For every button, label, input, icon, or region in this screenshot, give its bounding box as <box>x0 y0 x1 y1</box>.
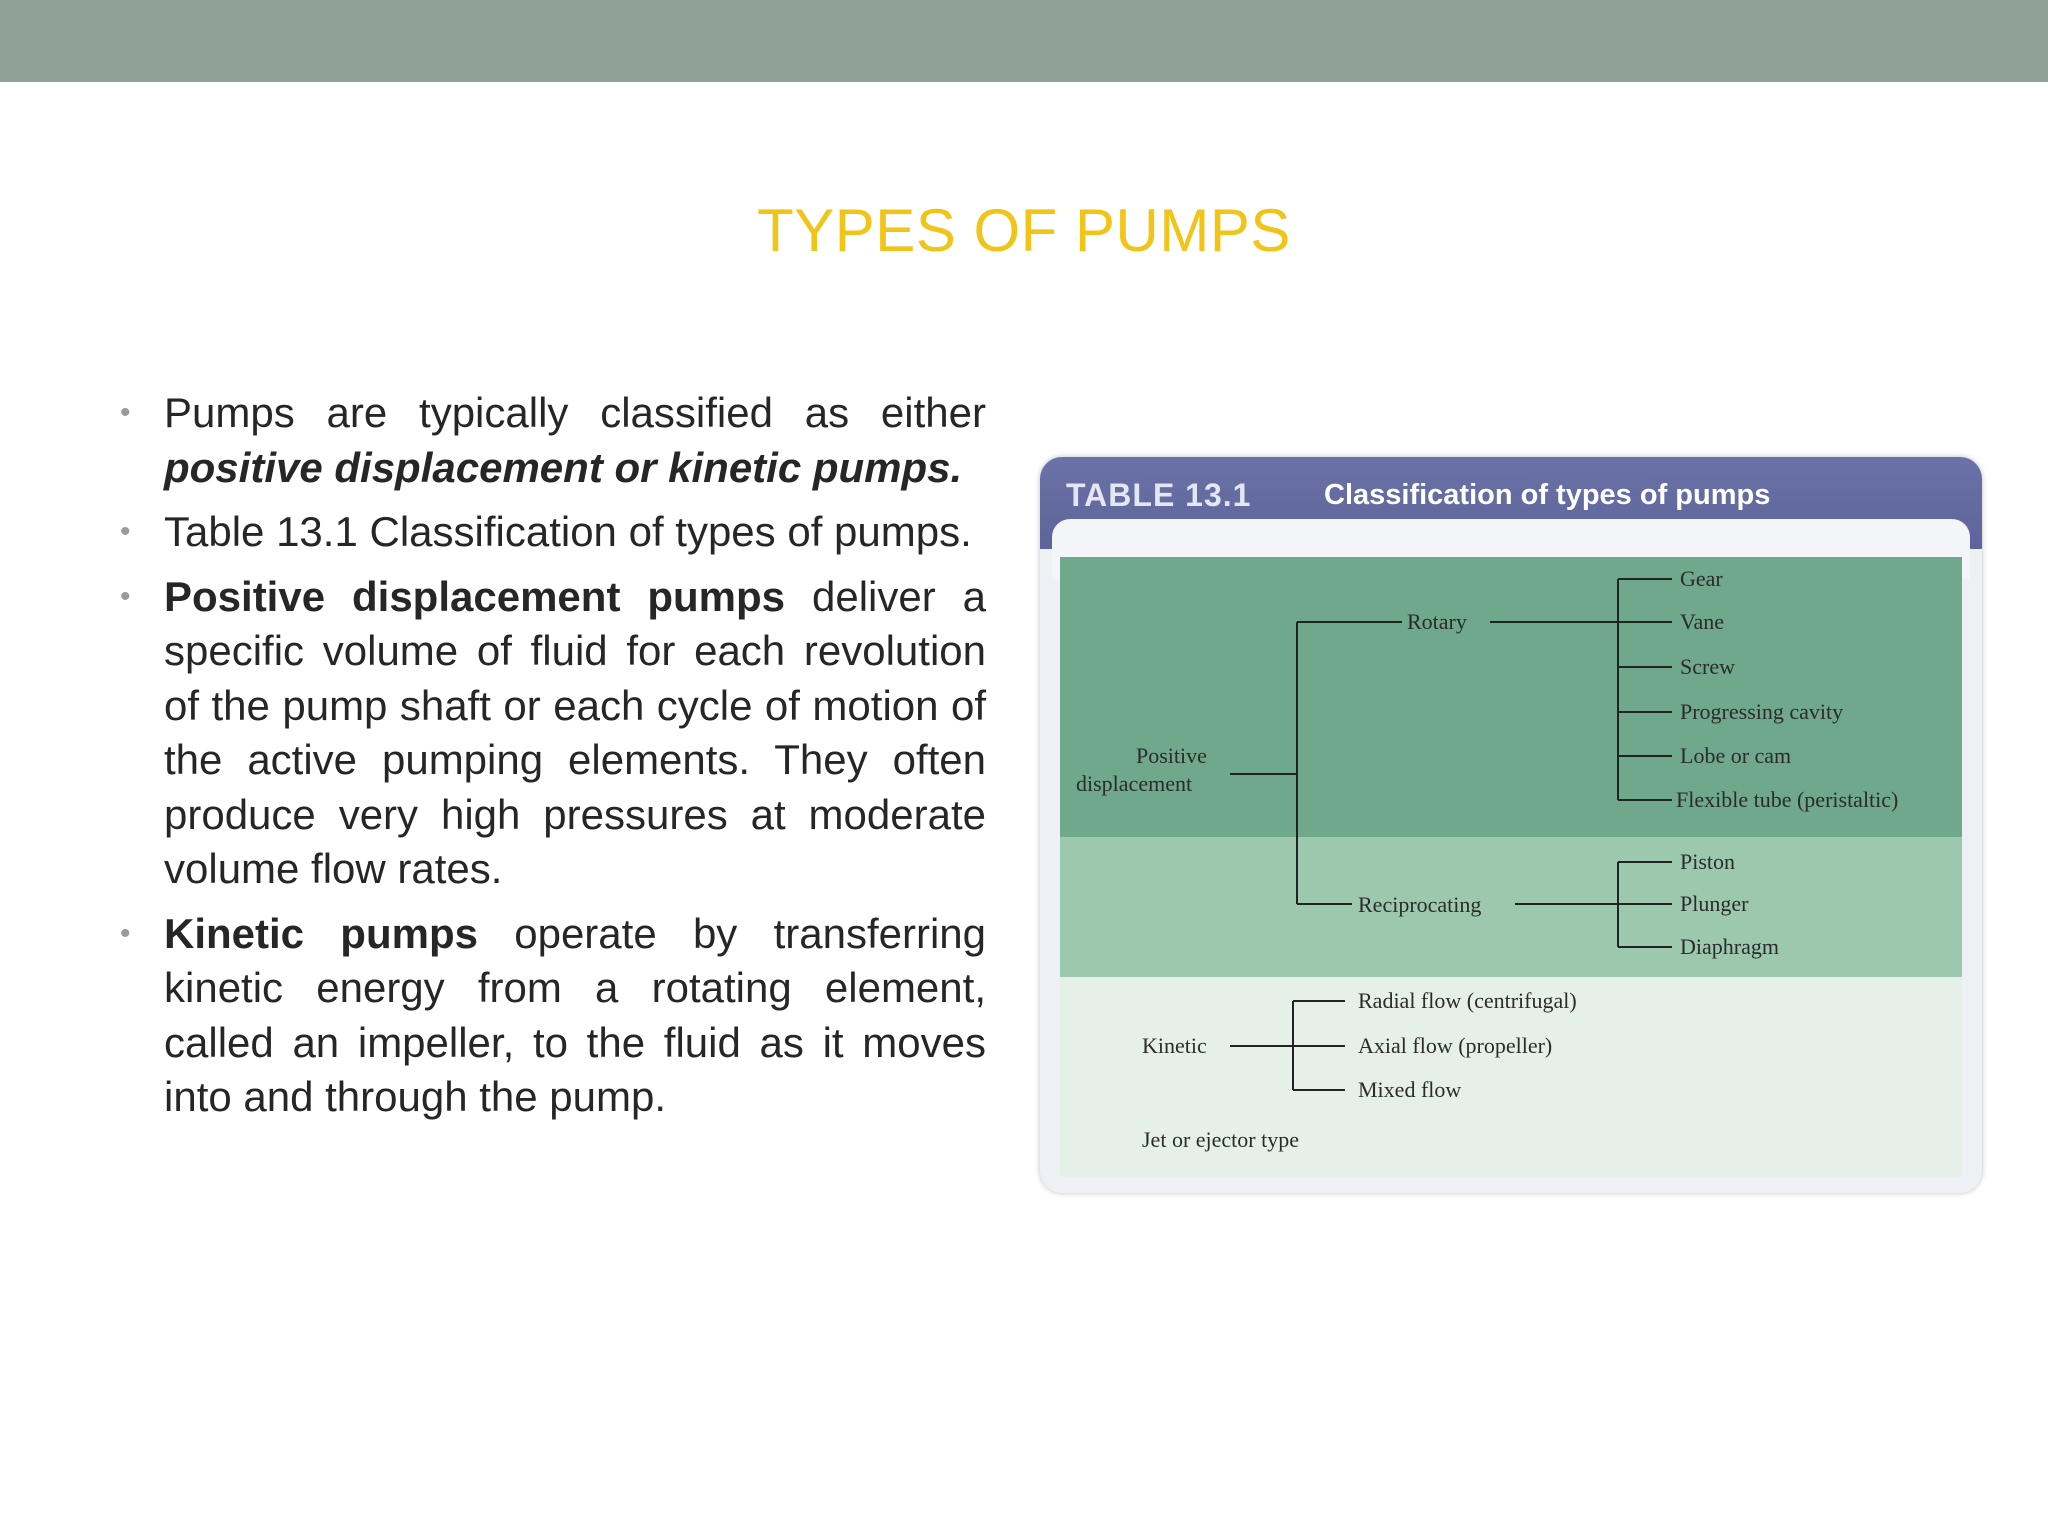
jet-label: Jet or ejector type <box>1142 1127 1299 1152</box>
bullet-text: operate by transferring kinetic energy from a rotating element, called an impeller, to the fluid as it moves into and through the pump. <box>164 909 986 1120</box>
positive-label-line2: displacement <box>1076 771 1193 796</box>
bullet-item <box>120 570 986 897</box>
rotary-item: Screw <box>1680 654 1735 679</box>
bullet-text: Pumps are typically classified as either <box>164 389 986 436</box>
bullet-dot-icon: • <box>120 396 131 429</box>
bullet-dot-icon: • <box>120 916 131 950</box>
slide-title: TYPES OF PUMPS <box>757 197 1291 264</box>
reciprocating-zone <box>1060 837 1962 977</box>
bullet-dot-icon: • <box>120 579 131 613</box>
rotary-item: Flexible tube (peristaltic) <box>1676 787 1899 812</box>
rotary-item: Lobe or cam <box>1680 743 1792 768</box>
bullet-emphasis: positive displacement or kinetic pumps. <box>164 443 963 491</box>
pump-classification-diagram <box>1040 457 1982 1193</box>
bullet-item <box>120 907 986 1125</box>
bullet-bold-term: Positive displacement pumps <box>164 572 786 620</box>
rotary-item: Gear <box>1680 566 1723 591</box>
bullet-text: Table 13.1 Classification of types of pumps. <box>164 508 972 555</box>
reciprocating-item: Diaphragm <box>1680 934 1779 959</box>
table-label: TABLE 13.1 <box>1066 477 1252 513</box>
bullet-dot-icon: • <box>120 515 131 548</box>
kinetic-item: Mixed flow <box>1358 1077 1462 1102</box>
rotary-item: Vane <box>1680 609 1724 634</box>
top-band <box>0 0 2048 82</box>
table-caption: Classification of types of pumps <box>1324 479 1771 511</box>
reciprocating-item: Piston <box>1680 849 1736 874</box>
kinetic-item: Radial flow (centrifugal) <box>1358 988 1577 1013</box>
rotary-item: Progressing cavity <box>1680 699 1844 724</box>
bullet-bold-term: Kinetic pumps <box>164 909 478 957</box>
rotary-label: Rotary <box>1407 609 1467 634</box>
positive-label-line1: Positive <box>1136 743 1207 768</box>
bullet-item <box>120 386 986 495</box>
bullet-item <box>120 505 986 560</box>
kinetic-item: Axial flow (propeller) <box>1358 1033 1553 1058</box>
reciprocating-label: Reciprocating <box>1358 892 1482 917</box>
kinetic-label: Kinetic <box>1142 1033 1207 1058</box>
classification-table-image <box>1040 457 1982 1193</box>
bullet-list <box>120 386 986 1135</box>
bullet-text: deliver a specific volume of fluid for each revolution of the pump shaft or each cycle of motion of the active pumping elements. They often produce very high pressures at moderate volume flow rates. <box>164 572 986 892</box>
reciprocating-item: Plunger <box>1680 891 1749 916</box>
